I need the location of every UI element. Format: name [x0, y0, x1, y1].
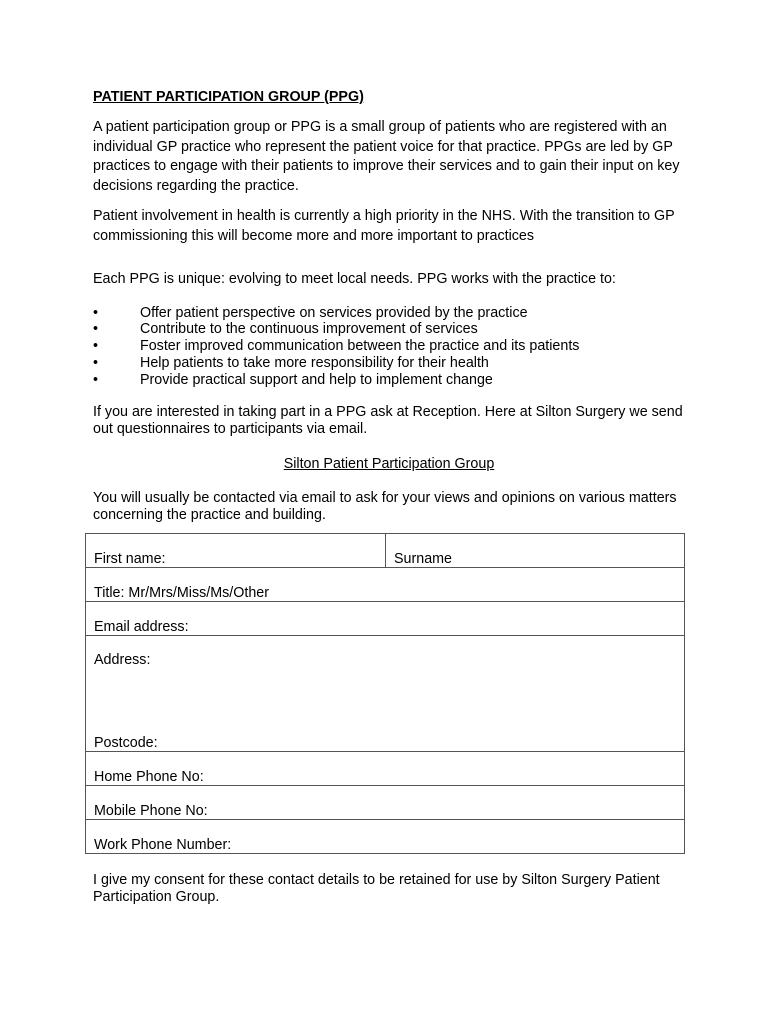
bullet-icon: •	[93, 371, 99, 388]
first-name-label: First name:	[94, 551, 166, 568]
mobile-phone-label: Mobile Phone No:	[94, 803, 208, 820]
surname-label: Surname	[394, 551, 453, 568]
contact-paragraph: You will usually be contacted via email to ask for your views and opinions on various matters concerning the practice and building.	[93, 490, 677, 524]
list-item: • Help patients to take more responsibility for their health	[93, 354, 489, 371]
email-label: Email address:	[94, 619, 189, 636]
contact-details-form	[85, 533, 685, 854]
bullet-icon: •	[93, 321, 99, 338]
mobile-phone-field[interactable]	[86, 786, 685, 820]
ppg-goals-list	[93, 305, 685, 389]
bullet-icon: •	[93, 338, 99, 355]
first-name-field[interactable]	[86, 534, 386, 568]
title-field[interactable]	[86, 568, 685, 602]
surname-field[interactable]	[386, 534, 685, 568]
section-title: Silton Patient Participation Group	[283, 456, 495, 473]
interest-paragraph: If you are interested in taking part in a PPG ask at Reception. Here at Silton Surgery we send out questionnaires to participants via email.	[93, 404, 683, 438]
home-phone-label: Home Phone No:	[94, 769, 204, 786]
email-field[interactable]	[86, 602, 685, 636]
list-item: • Provide practical support and help to implement change	[93, 371, 493, 388]
work-phone-field[interactable]	[86, 820, 685, 854]
list-item: • Contribute to the continuous improvement of services	[93, 321, 478, 338]
postcode-label: Postcode:	[94, 735, 158, 752]
list-item: • Foster improved communication between the practice and its patients	[93, 338, 580, 355]
title-label: Title: Mr/Mrs/Miss/Ms/Other	[94, 585, 269, 602]
bullet-icon: •	[93, 354, 99, 371]
ppg-works-paragraph: Each PPG is unique: evolving to meet local needs. PPG works with the practice to:	[93, 271, 616, 287]
work-phone-label: Work Phone Number:	[94, 837, 232, 854]
intro-paragraph: A patient participation group or PPG is a small group of patients who are registered with an individual GP practice who represent the patient voice for that practice. PPGs are led by GP practices to engage with their patients to improve their services and to gain their input on key decisions regarding the practice.	[93, 119, 680, 194]
consent-paragraph: I give my consent for these contact details to be retained for use by Silton Surgery Patient Participation Group.	[93, 872, 660, 906]
bullet-icon: •	[93, 304, 99, 321]
home-phone-field[interactable]	[86, 752, 685, 786]
document-title: PATIENT PARTICIPATION GROUP (PPG)	[93, 89, 364, 105]
address-label: Address:	[94, 652, 151, 669]
list-item: • Offer patient perspective on services provided by the practice	[93, 304, 528, 321]
address-field[interactable]	[86, 636, 685, 720]
document-page	[93, 88, 685, 906]
nhs-paragraph: Patient involvement in health is currently a high priority in the NHS. With the transition to GP commissioning this will become more and more important to practices	[93, 208, 675, 244]
postcode-field[interactable]	[86, 719, 685, 752]
